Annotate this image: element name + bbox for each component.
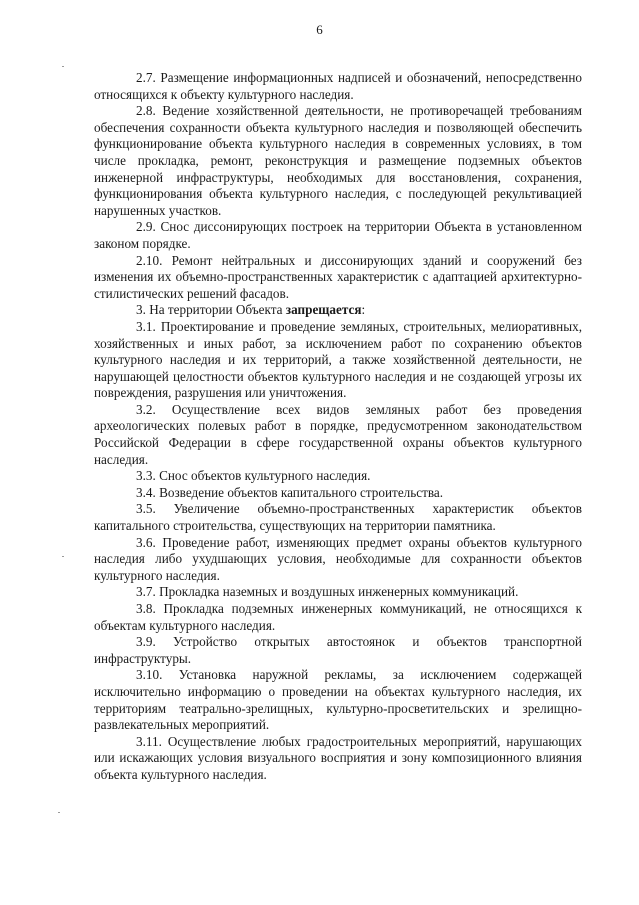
section-3-heading-text: 3. На территории Объекта xyxy=(136,302,286,318)
paragraph-3-4: 3.4. Возведение объектов капитального строительства. xyxy=(136,484,444,500)
scan-speck xyxy=(62,556,64,557)
paragraph-3-1: 3.1. Проектирование и проведение земляных, строительных, мелиоративных, хозяйственных и иных работ, за исключением работ по сохранению объектов культурного наследия и их территорий, а также хозяйственной деятельности, не нарушающей целостности объектов культурного наследия и не создающей угрозы их повреждения, разрушения или уничтожения. xyxy=(94,318,582,401)
document-body xyxy=(94,70,582,784)
paragraph-3-11: 3.11. Осуществление любых градостроительных мероприятий, нарушающих или искажающих условия визуального восприятия и зону композиционного влияния объекта культурного наследия. xyxy=(94,733,582,782)
paragraph-3-8: 3.8. Прокладка подземных инженерных коммуникаций, не относящихся к объектам культурного наследия. xyxy=(94,601,582,633)
paragraph-3-9: 3.9. Устройство открытых автостоянок и объектов транспортной инфраструктуры. xyxy=(94,634,582,666)
paragraph-2-10: 2.10. Ремонт нейтральных и диссонирующих зданий и сооружений без изменения их объемно-пространственных характеристик с адаптацией архитектурно-стилистических решений фасадов. xyxy=(94,252,582,301)
paragraph-3-3: 3.3. Снос объектов культурного наследия. xyxy=(136,468,371,484)
paragraph-3-7: 3.7. Прокладка наземных и воздушных инженерных коммуникаций. xyxy=(136,584,519,600)
scan-speck xyxy=(58,812,60,813)
paragraph-2-8: 2.8. Ведение хозяйственной деятельности, не противоречащей требованиям обеспечения сохранности объекта культурного наследия и позволяющей обеспечить функционирование объекта культурного наследия в современных условиях, в том числе прокладка, ремонт, реконструкция и размещение подземных объектов инженерной инфраструктуры, необходимых для восстановления, сохранения, функционирования объекта культурного наследия, с последующей рекультивацией нарушенных участков. xyxy=(94,103,582,218)
paragraph-3-2: 3.2. Осуществление всех видов земляных работ без проведения археологических полевых работ в порядке, предусмотренном законодательством Российской Федерации в сфере государственной охраны объектов культурного наследия. xyxy=(94,401,582,467)
paragraph-2-9: 2.9. Снос диссонирующих построек на территории Объекта в установленном законом порядке. xyxy=(94,219,582,251)
section-3-heading-colon: : xyxy=(361,302,366,318)
paragraph-3-10: 3.10. Установка наружной рекламы, за исключением содержащей исключительно информацию о проведении на объектах культурного наследия, их территориям театрально-зрелищных, культурно-просветительских и зрелищно-развлекательных мероприятий. xyxy=(94,667,582,733)
page-number: 6 xyxy=(316,22,323,37)
scan-speck xyxy=(62,66,64,67)
paragraph-3-5: 3.5. Увеличение объемно-пространственных характеристик объектов капитального строительства, существующих на территории памятника. xyxy=(94,501,582,534)
paragraph-2-7: 2.7. Размещение информационных надписей и обозначений, непосредственно относящихся к объекту культурного наследия. xyxy=(94,70,582,102)
paragraph-3-6: 3.6. Проведение работ, изменяющих предмет охраны объектов культурного наследия либо ухудшающих условия, необходимые для сохранности объектов культурного наследия. xyxy=(94,534,582,583)
section-3-heading-emphasis: запрещается xyxy=(285,302,362,318)
section-3-heading xyxy=(94,302,582,319)
